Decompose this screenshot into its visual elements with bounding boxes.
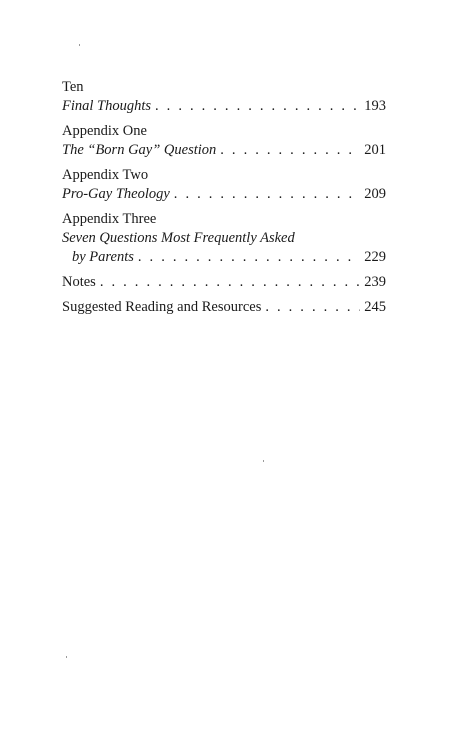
page-number: 239 bbox=[364, 274, 386, 290]
page-number: 201 bbox=[364, 142, 386, 158]
toc-line bbox=[62, 97, 386, 116]
toc-entry-appendix-three bbox=[62, 210, 386, 267]
toc-entry-appendix-one bbox=[62, 122, 386, 160]
toc-entry-notes bbox=[62, 273, 386, 292]
toc-line bbox=[62, 185, 386, 204]
section-title: Suggested Reading and Resources bbox=[62, 299, 262, 315]
dot-leader bbox=[100, 273, 360, 292]
toc-entry-suggested-reading bbox=[62, 298, 386, 317]
toc-entry-appendix-two bbox=[62, 166, 386, 204]
page-number: 209 bbox=[364, 186, 386, 202]
appendix-label: Appendix Two bbox=[62, 167, 149, 183]
toc-line bbox=[62, 273, 386, 292]
appendix-title-line1: Seven Questions Most Frequently Asked bbox=[62, 230, 295, 246]
page-speck bbox=[66, 656, 67, 658]
toc-line bbox=[62, 248, 386, 267]
toc-line bbox=[62, 141, 386, 160]
page-speck bbox=[263, 460, 264, 462]
appendix-title: The “Born Gay” Question bbox=[62, 142, 217, 158]
toc-line bbox=[62, 229, 386, 248]
dot-leader bbox=[220, 141, 360, 160]
page-number: 229 bbox=[364, 249, 386, 265]
dot-leader bbox=[155, 97, 360, 116]
page-speck bbox=[79, 44, 80, 46]
chapter-title: Final Thoughts bbox=[62, 98, 152, 114]
dot-leader bbox=[138, 248, 360, 267]
appendix-title-line2: by Parents bbox=[72, 249, 134, 265]
dot-leader bbox=[265, 298, 360, 317]
page-number: 193 bbox=[364, 98, 386, 114]
section-title: Notes bbox=[62, 274, 96, 290]
chapter-label: Ten bbox=[62, 79, 84, 95]
table-of-contents bbox=[62, 78, 386, 323]
toc-line bbox=[62, 298, 386, 317]
dot-leader bbox=[174, 185, 360, 204]
appendix-title: Pro-Gay Theology bbox=[62, 186, 170, 202]
appendix-label: Appendix One bbox=[62, 123, 147, 139]
toc-entry-ten bbox=[62, 78, 386, 116]
page-number: 245 bbox=[364, 299, 386, 315]
appendix-label: Appendix Three bbox=[62, 211, 157, 227]
